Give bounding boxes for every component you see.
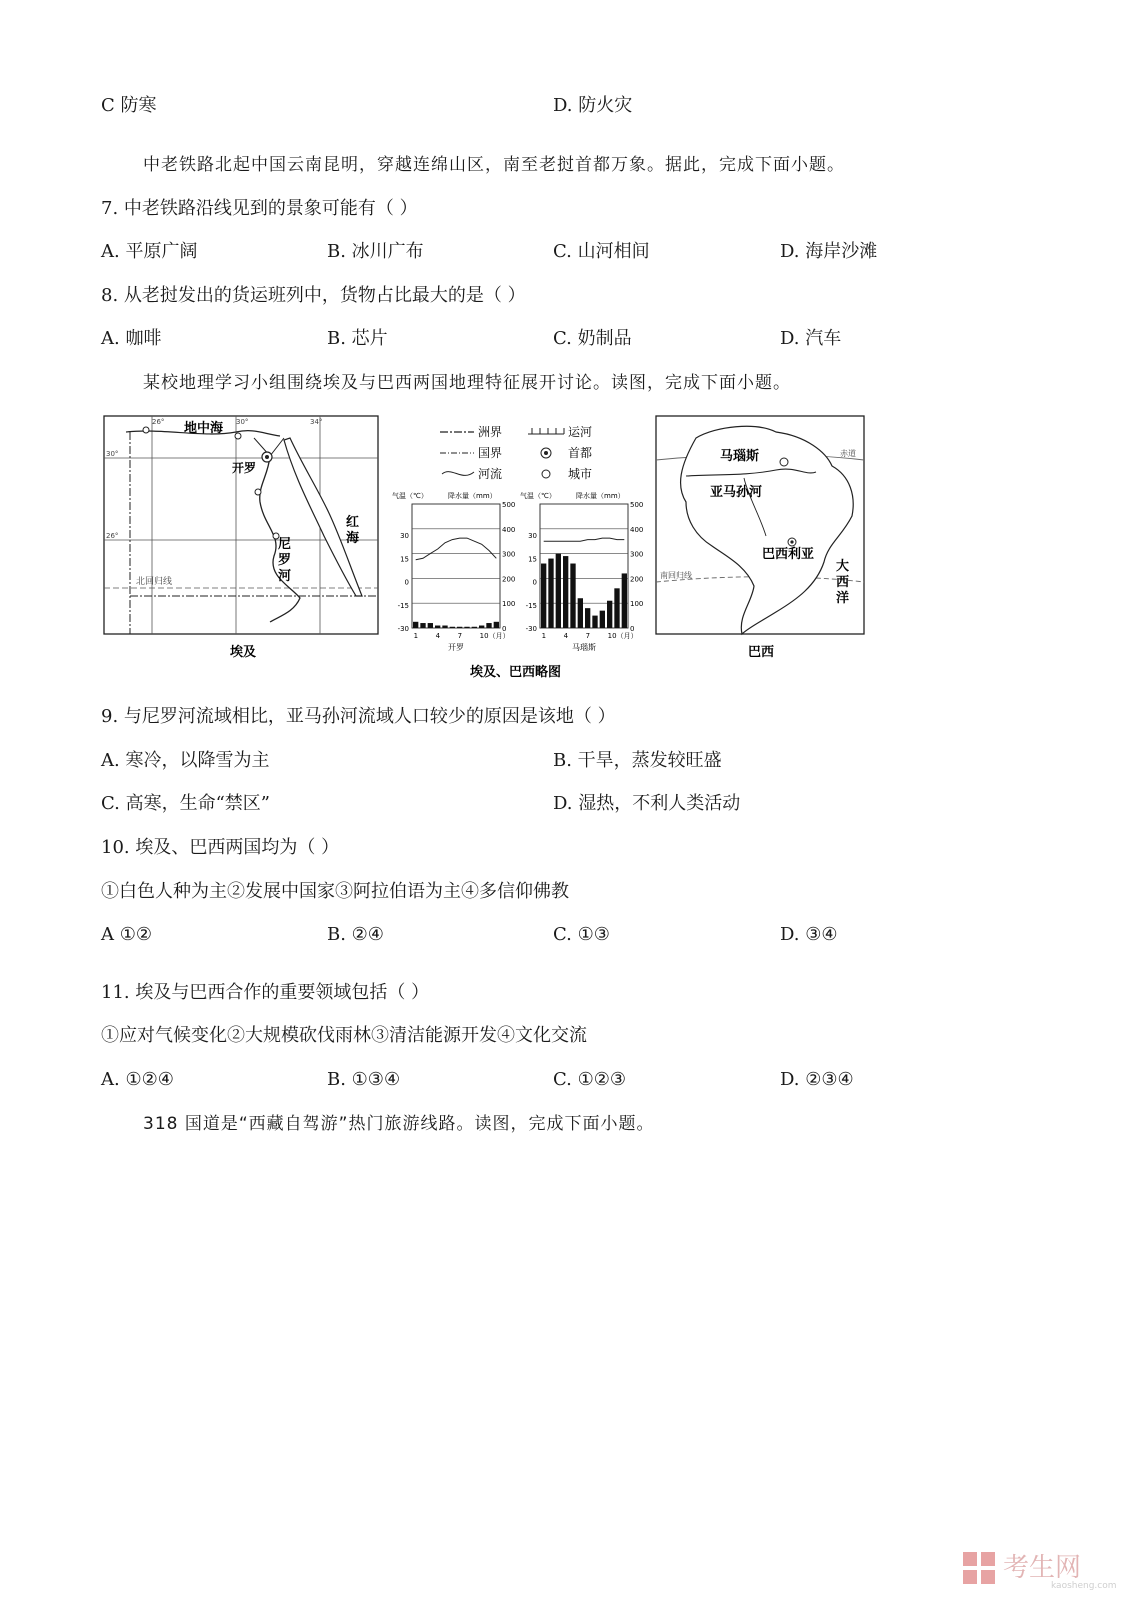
question-10-stem: 10. 埃及、巴西两国均为（ ） <box>101 837 340 858</box>
temp-tick-label: 30 <box>400 532 409 540</box>
q7-option-c: C. 山河相间 <box>553 241 650 262</box>
lon-30: 30° <box>236 418 249 426</box>
lat-30: 30° <box>106 450 119 458</box>
question-8-stem: 8. 从老挝发出的货运班列中，货物占比最大的是（ ） <box>101 285 526 306</box>
legend-capital: 首都 <box>568 446 593 460</box>
legend-canal: 运河 <box>568 425 593 439</box>
label-cairo: 开罗 <box>232 461 257 475</box>
q8-option-d: D. 汽车 <box>780 328 842 349</box>
label-brasilia: 巴西利亚 <box>762 547 815 562</box>
egypt-map <box>104 416 378 634</box>
precip-tick-label: 500 <box>502 501 516 509</box>
precip-bar <box>413 622 418 628</box>
temp-tick-label: -30 <box>525 625 537 633</box>
label-tropic-capricorn: 南回归线 <box>660 571 692 580</box>
kaosheng-logo-icon <box>963 1552 995 1584</box>
question-11-stem: 11. 埃及与巴西合作的重要领域包括（ ） <box>101 982 430 1003</box>
caption-egypt: 埃及 <box>230 645 257 660</box>
plot-frame <box>412 504 500 628</box>
legend-city: 城市 <box>568 467 593 481</box>
precip-bar <box>442 626 447 628</box>
q11-option-b: B. ①③④ <box>327 1069 401 1090</box>
q9-option-b: B. 干旱，蒸发较旺盛 <box>553 750 722 771</box>
precip-tick-label: 100 <box>502 600 516 609</box>
month-tick-label: 10（月） <box>607 632 638 640</box>
precip-bar <box>450 627 455 628</box>
temp-tick-label: 30 <box>528 532 537 540</box>
q9-option-a: A. 寒冷，以降雪为主 <box>101 750 270 771</box>
lat-26: 26° <box>106 532 119 540</box>
precip-bar <box>486 623 491 628</box>
precip-bar <box>578 598 583 628</box>
watermark-url: kaosheng.com <box>1051 1581 1117 1591</box>
precip-tick-label: 0 <box>630 625 635 633</box>
legend-river: 河流 <box>478 467 503 481</box>
precip-bar <box>570 564 575 628</box>
month-tick-label: 4 <box>563 632 569 640</box>
temp-tick-label: 0 <box>532 578 537 587</box>
month-tick-label: 1 <box>541 632 547 640</box>
month-tick-label: 4 <box>435 632 441 640</box>
climate-chart-manaus <box>520 491 643 652</box>
precip-tick-label: 300 <box>502 550 516 559</box>
temp-tick-label: -15 <box>397 601 409 610</box>
chart-title: 马瑙斯 <box>572 643 596 652</box>
precip-bar <box>563 556 568 628</box>
question-10-items: ①白色人种为主②发展中国家③阿拉伯语为主④多信仰佛教 <box>101 881 569 902</box>
month-tick-label: 10（月） <box>479 632 510 640</box>
label-tropic-cancer: 北回归线 <box>136 577 173 587</box>
lon-34: 34° <box>310 418 323 426</box>
label-amazon: 亚马孙河 <box>710 485 763 500</box>
option-d: D. 防火灾 <box>553 95 633 116</box>
watermark-text: 考生网 <box>1003 1553 1082 1583</box>
label-nile-3: 河 <box>278 569 292 584</box>
temp-tick-label: 0 <box>404 578 409 587</box>
precip-bar <box>556 554 561 628</box>
precip-bar <box>494 622 499 628</box>
watermark-logo <box>959 1546 1117 1592</box>
temperature-line <box>544 538 625 541</box>
precip-bar <box>457 627 462 628</box>
precip-bar <box>607 601 612 628</box>
climate-chart-cairo <box>392 491 515 652</box>
precip-tick-label: 300 <box>630 550 644 559</box>
temp-tick-label: -15 <box>525 601 537 610</box>
figure-caption: 埃及、巴西略图 <box>470 665 562 680</box>
precip-bar <box>592 616 597 628</box>
precip-bar <box>479 626 484 628</box>
q9-option-d: D. 湿热，不利人类活动 <box>553 793 741 814</box>
legend-country: 国界 <box>478 446 503 460</box>
precip-tick-label: 200 <box>630 575 644 584</box>
precip-tick-label: 400 <box>502 525 516 534</box>
intro-paragraph-3: 318 国道是“西藏自驾游”热门旅游线路。读图，完成下面小题。 <box>143 1114 655 1134</box>
precip-bar <box>585 608 590 628</box>
precip-bar <box>464 627 469 628</box>
brazil-map <box>656 416 864 634</box>
left-axis-title: 气温（℃） <box>520 492 556 500</box>
label-atlantic-2: 西 <box>836 575 850 590</box>
precip-bar <box>614 588 619 628</box>
q11-option-d: D. ②③④ <box>780 1069 854 1090</box>
precip-bar <box>435 626 440 628</box>
month-tick-label: 7 <box>585 632 591 640</box>
precip-bar <box>472 627 477 628</box>
label-atlantic-1: 大 <box>836 559 850 574</box>
q11-option-c: C. ①②③ <box>553 1069 626 1090</box>
label-equator: 赤道 <box>840 449 856 458</box>
month-tick-label: 7 <box>457 632 463 640</box>
precip-bar <box>420 623 425 628</box>
temp-tick-label: 15 <box>528 555 537 564</box>
q8-option-c: C. 奶制品 <box>553 328 632 349</box>
q7-option-b: B. 冰川广布 <box>327 241 424 262</box>
precip-bar <box>600 611 605 628</box>
label-nile-1: 尼 <box>278 537 292 552</box>
label-manaus: 马瑙斯 <box>720 449 760 464</box>
q9-option-c: C. 高寒，生命“禁区” <box>101 793 270 814</box>
option-c: C 防寒 <box>101 95 157 116</box>
right-axis-title: 降水量（mm） <box>576 492 625 500</box>
label-mediterranean: 地中海 <box>184 421 224 436</box>
q7-option-a: A. 平原广阔 <box>101 241 198 262</box>
precip-bar <box>541 564 546 628</box>
q10-option-b: B. ②④ <box>327 924 384 945</box>
question-7-stem: 7. 中老铁路沿线见到的景象可能有（ ） <box>101 198 418 219</box>
q10-option-d: D. ③④ <box>780 924 838 945</box>
precip-tick-label: 100 <box>630 600 644 609</box>
q7-option-d: D. 海岸沙滩 <box>780 241 878 262</box>
precip-bar <box>428 623 433 628</box>
precip-tick-label: 0 <box>502 625 507 633</box>
intro-paragraph-1: 中老铁路北起中国云南昆明，穿越连绵山区，南至老挝首都万象。据此，完成下面小题。 <box>143 155 845 175</box>
chart-title: 开罗 <box>448 643 464 652</box>
label-redsea-1: 红 <box>346 515 360 530</box>
precip-bar <box>622 573 627 628</box>
label-redsea-2: 海 <box>346 531 360 546</box>
precip-tick-label: 500 <box>630 501 644 509</box>
label-nile-2: 罗 <box>278 553 292 568</box>
question-11-items: ①应对气候变化②大规模砍伐雨林③清洁能源开发④文化交流 <box>101 1025 587 1046</box>
month-tick-label: 1 <box>413 632 419 640</box>
precip-bar <box>548 559 553 628</box>
legend-continent: 洲界 <box>478 425 503 439</box>
intro-paragraph-2: 某校地理学习小组围绕埃及与巴西两国地理特征展开讨论。读图，完成下面小题。 <box>143 373 791 393</box>
q10-option-c: C. ①③ <box>553 924 610 945</box>
temp-tick-label: 15 <box>400 555 409 564</box>
caption-brazil: 巴西 <box>748 645 775 660</box>
q10-option-a: A ①② <box>101 924 152 945</box>
lon-26: 26° <box>152 418 165 426</box>
question-9-stem: 9. 与尼罗河流域相比，亚马孙河流域人口较少的原因是该地（ ） <box>101 706 616 727</box>
temperature-line <box>416 538 497 560</box>
precip-tick-label: 400 <box>630 525 644 534</box>
map-legend <box>440 425 592 481</box>
precip-tick-label: 200 <box>502 575 516 584</box>
left-axis-title: 气温（℃） <box>392 492 428 500</box>
right-axis-title: 降水量（mm） <box>448 492 497 500</box>
q11-option-a: A. ①②④ <box>101 1069 174 1090</box>
q8-option-a: A. 咖啡 <box>101 328 162 349</box>
label-atlantic-3: 洋 <box>836 591 850 606</box>
figure-egypt-brazil <box>100 412 880 684</box>
q8-option-b: B. 芯片 <box>327 328 388 349</box>
temp-tick-label: -30 <box>397 625 409 633</box>
